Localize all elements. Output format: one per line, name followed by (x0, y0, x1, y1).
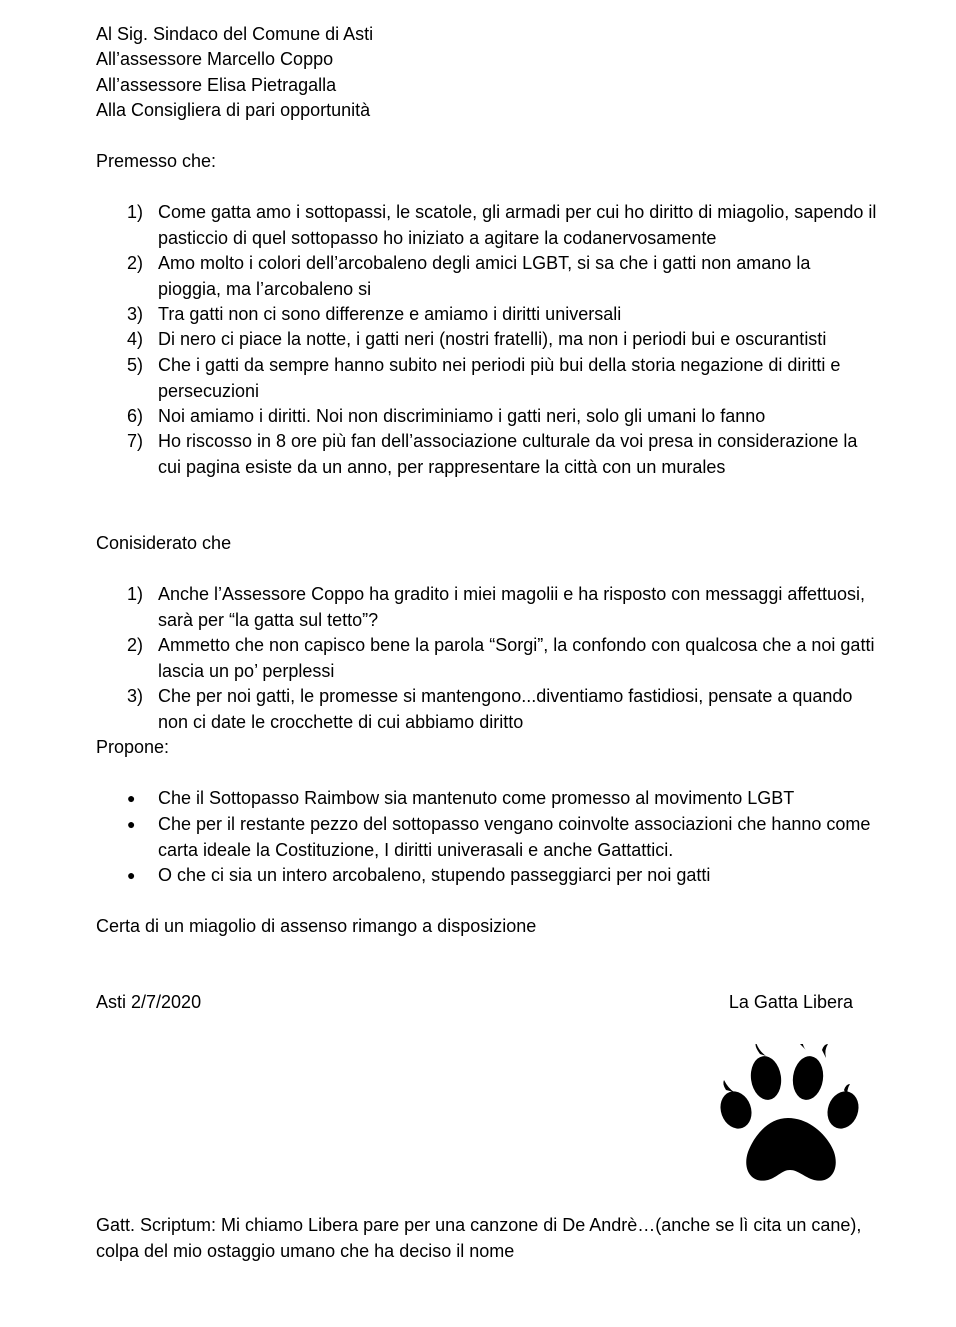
item-text: Anche l’Assessore Coppo ha gradito i miei magolii e ha risposto con messaggi affettuosi, sarà per “la gatta sul tetto”? (158, 584, 866, 630)
item-number: 5) (127, 355, 144, 375)
item-text: Che per il restante pezzo del sottopasso vengano coinvolte associazioni che hanno come carta ideale la Costituzione, I diritti univerasali e anche Gattattici. (158, 814, 871, 860)
bullet-icon: ● (127, 816, 136, 832)
item-text: Ho riscosso in 8 ore più fan dell’associazione culturale da voi presa in considerazione la cui pagina esiste da un anno, per rappresentare la città con un murales (158, 431, 858, 477)
item-text: Che il Sottopasso Raimbow sia mantenuto come promesso al movimento LGBT (158, 788, 795, 808)
item-text: Amo molto i colori dell’arcobaleno degli amici LGBT, si sa che i gatti non amano la pioggia, ma l’arcobaleno si (158, 253, 811, 299)
item-number: 2) (127, 253, 144, 273)
place-date: Asti 2/7/2020 (96, 992, 202, 1012)
recipient-mayor: Al Sig. Sindaco del Comune di Asti (96, 24, 374, 44)
item-number: 1) (127, 584, 144, 604)
bullet-icon: ● (127, 790, 136, 806)
item-text: Come gatta amo i sottopassi, le scatole, gli armadi per cui ho diritto di miagolio, sapendo il pasticcio di quel sottopasso ho iniziato a agitare la codanervosamente (158, 202, 877, 248)
item-number: 1) (127, 202, 144, 222)
item-number: 3) (127, 304, 144, 324)
item-number: 2) (127, 635, 144, 655)
signature: La Gatta Libera (728, 992, 853, 1012)
item-text: Che i gatti da sempre hanno subito nei periodi più bui della storia negazione di diritti e persecuzioni (158, 355, 841, 401)
paw-print-icon (718, 1044, 864, 1186)
item-number: 7) (127, 431, 144, 451)
recipient-assessore-coppo: All’assessore Marcello Coppo (96, 49, 334, 69)
item-number: 3) (127, 686, 144, 706)
item-number: 4) (127, 329, 144, 349)
item-text: Tra gatti non ci sono differenze e amiamo i diritti universali (158, 304, 622, 324)
item-number: 6) (127, 406, 144, 426)
bullet-icon: ● (127, 867, 136, 883)
item-text: Noi amiamo i diritti. Noi non discriminiamo i gatti neri, solo gli umani lo fanno (158, 406, 766, 426)
premesso-heading: Premesso che: (96, 151, 217, 171)
item-text: Di nero ci piace la notte, i gatti neri (nostri fratelli), ma non i periodi bui e oscurantisti (158, 329, 827, 349)
considerato-heading: Conisiderato che (96, 533, 232, 553)
item-text: Che per noi gatti, le promesse si mantengono...diventiamo fastidiosi, pensate a quando non ci date le crocchette di cui abbiamo diritto (158, 686, 853, 732)
recipient-assessore-pietragalla: All’assessore Elisa Pietragalla (96, 75, 337, 95)
item-text: O che ci sia un intero arcobaleno, stupendo passeggiarci per noi gatti (158, 865, 711, 885)
postscript: Gatt. Scriptum: Mi chiamo Libera pare per una canzone di De Andrè…(anche se lì cita un cane), colpa del mio ostaggio umano che ha deciso il nome (96, 1215, 862, 1261)
item-text: Ammetto che non capisco bene la parola “Sorgi”, la confondo con qualcosa che a noi gatti lascia un po’ perplessi (158, 635, 875, 681)
recipient-consigliera: Alla Consigliera di pari opportunità (96, 100, 371, 120)
propone-heading: Propone: (96, 737, 170, 757)
closing-line: Certa di un miagolio di assenso rimango a disposizione (96, 916, 537, 936)
